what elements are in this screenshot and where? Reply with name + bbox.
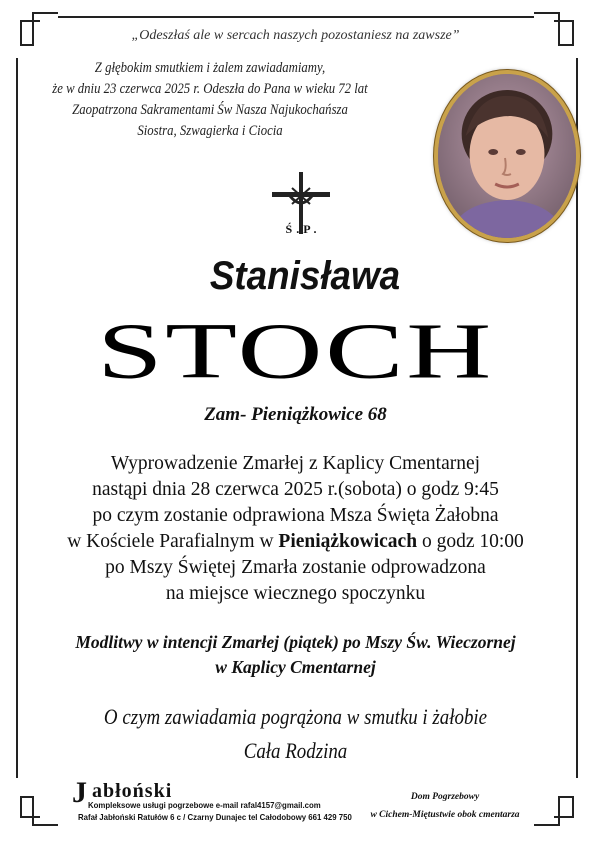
logo-name: abłoński (92, 780, 173, 802)
portrait-photo (434, 70, 580, 242)
sp-abbreviation: Ś.P. (285, 222, 321, 236)
intro-text (52, 58, 369, 142)
surname: STOCH (97, 307, 494, 395)
intro-line-4: Siostra, Szwagierka i Ciocia (137, 123, 283, 139)
closing-line-2: Cała Rodzina (243, 738, 348, 763)
funeral-home-address: Rafał Jabłoński Ratułów 6 c / Czarny Dunajec tel Całodobowy 661 429 750 (78, 812, 352, 822)
funeral-line-3: po czym zostanie odprawiona Msza Święta Żałobna (92, 505, 499, 526)
funeral-line-4-a: w Kościele Parafialnym w (67, 531, 279, 552)
prayer-line-1: Modlitwy w intencji Zmarłej (piątek) po Mszy Św. Wieczornej (75, 632, 516, 652)
home-title: Dom Pogrzebowy (410, 792, 480, 802)
closing-text (41, 700, 549, 768)
prayer-line-2: w Kaplicy Cmentarnej (215, 657, 376, 677)
funeral-details (0, 451, 591, 607)
logo-initial: J (72, 776, 88, 809)
prayer-notice (0, 630, 591, 680)
funeral-line-5: po Mszy Świętej Zmarła zostanie odprowadzona (105, 557, 486, 578)
intro-line-2: że w dniu 23 czerwca 2025 r. Odeszła do Pana w wieku 72 lat (52, 81, 368, 97)
funeral-line-2: nastąpi dnia 28 czerwca 2025 r.(sobota) o godz 9:45 (92, 479, 499, 500)
closing-line-1: O czym zawiadamia pogrążona w smutku i żałobie (103, 704, 488, 729)
funeral-line-4 (0, 529, 591, 555)
funeral-line-1: Wyprowadzenie Zmarłej z Kaplicy Cmentarnej (110, 453, 481, 474)
address: Zam- Pieniążkowice 68 (204, 404, 387, 425)
first-name: Stanisława (209, 254, 401, 298)
motto-quote: „Odeszłaś ale w sercach naszych pozostaniesz na zawsze” (131, 28, 460, 43)
intro-line-1: Z głębokim smutkiem i żalem zawiadamiamy, (94, 60, 326, 76)
funeral-place: Pieniążkowicach (278, 531, 418, 552)
home-location: w Cichem-Miętustwie obok cmentarza (370, 810, 520, 820)
funeral-line-4-c: o godz 10:00 (417, 531, 524, 552)
funeral-line-6: na miejsce wiecznego spoczynku (165, 583, 426, 604)
services-email: Kompleksowe usługi pogrzebowe e-mail rafal4157@gmail.com (88, 800, 321, 810)
intro-line-3: Zaopatrzona Sakramentami Św Nasza Najukochańsza (72, 102, 348, 118)
